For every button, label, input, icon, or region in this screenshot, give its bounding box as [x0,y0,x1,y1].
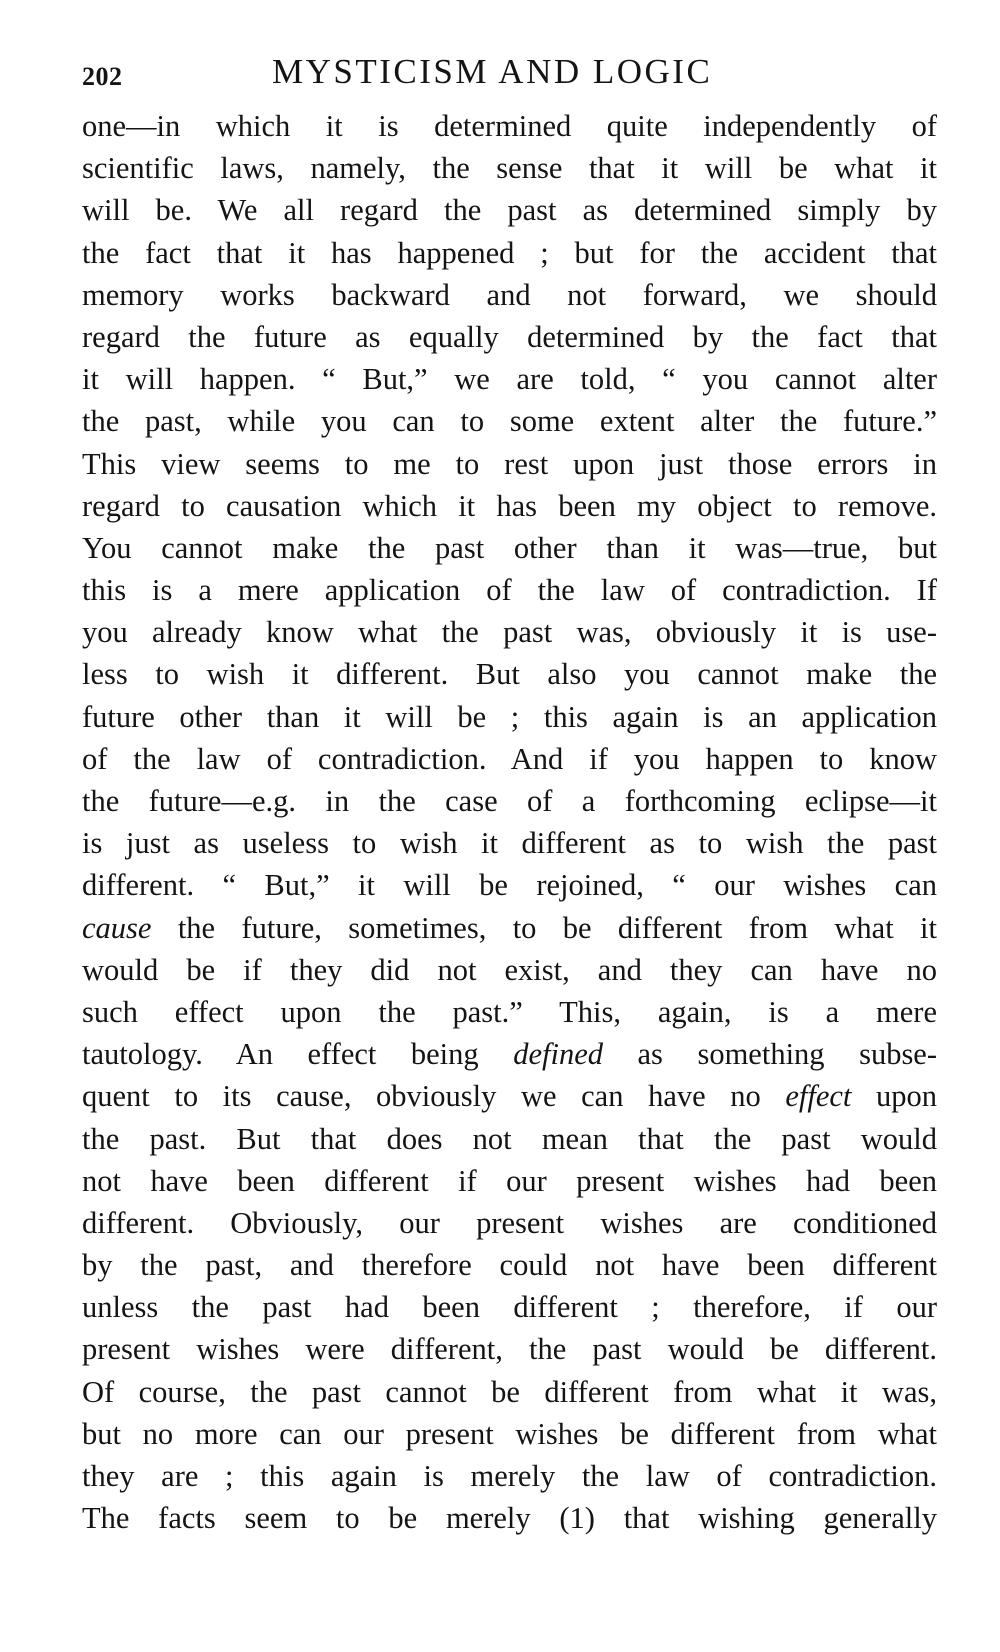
text-line: they are ; this again is merely the law of contradiction. [82,1459,937,1493]
text-line: unless the past had been different ; therefore, if our [82,1290,937,1325]
body-text [82,105,937,1539]
italic-word: defined [513,1037,603,1072]
page-number: 202 [82,62,123,91]
text-line: will be. We all regard the past as determined simply by [82,193,937,228]
text-line: the past, while you can to some extent alter the future.” [82,404,937,439]
text-line: The facts seem to be merely (1) that wishing generally [82,1501,937,1536]
text-line: the past. But that does not mean that the past would [82,1121,937,1156]
text-line: cause the future, sometimes, to be different from what it [82,910,937,945]
text-line: memory works backward and not forward, we should [82,277,937,312]
text-line: less to wish it different. But also you cannot make the [82,657,937,692]
running-title: MYSTICISM AND LOGIC [272,52,713,91]
text-line: would be if they did not exist, and they can have no [82,952,937,987]
text-line: You cannot make the past other than it was—true, but [82,530,937,565]
text-line: This view seems to me to rest upon just those errors in [82,446,937,481]
text-line: by the past, and therefore could not have been different [82,1248,937,1283]
text-line: the fact that it has happened ; but for the accident that [82,235,937,270]
text-line: future other than it will be ; this again is an application [82,699,937,734]
text-line: present wishes were different, the past would be different. [82,1332,937,1367]
page-header [82,52,937,92]
italic-word: cause [82,910,152,945]
italic-word: effect [785,1079,852,1114]
text-line: the future—e.g. in the case of a forthcoming eclipse—it [82,784,937,818]
text-line: tautology. An effect being defined as something subse- [82,1037,937,1072]
text-line: not have been different if our present wishes had been [82,1163,937,1198]
text-line: quent to its cause, obviously we can have no effect upon [82,1079,937,1114]
text-line: it will happen. “ But,” we are told, “ you cannot alter [82,362,937,397]
text-line: you already know what the past was, obviously it is use- [82,615,937,650]
text-line: is just as useless to wish it different as to wish the past [82,826,937,861]
text-line: different. “ But,” it will be rejoined, “ our wishes can [82,868,937,903]
text-line: such effect upon the past.” This, again, is a mere [82,994,937,1029]
text-line: regard to causation which it has been my object to remove. [82,488,937,523]
text-line: different. Obviously, our present wishes are conditioned [82,1205,937,1240]
text-line: Of course, the past cannot be different from what it was, [82,1374,937,1409]
text-line: scientific laws, namely, the sense that it will be what it [82,151,937,186]
text-line: regard the future as equally determined by the fact that [82,319,937,354]
text-line: this is a mere application of the law of contradiction. If [82,573,937,608]
text-line: of the law of contradiction. And if you happen to know [82,741,937,776]
text-line: one—in which it is determined quite independently of [82,109,937,143]
text-line: but no more can our present wishes be different from what [82,1416,937,1451]
